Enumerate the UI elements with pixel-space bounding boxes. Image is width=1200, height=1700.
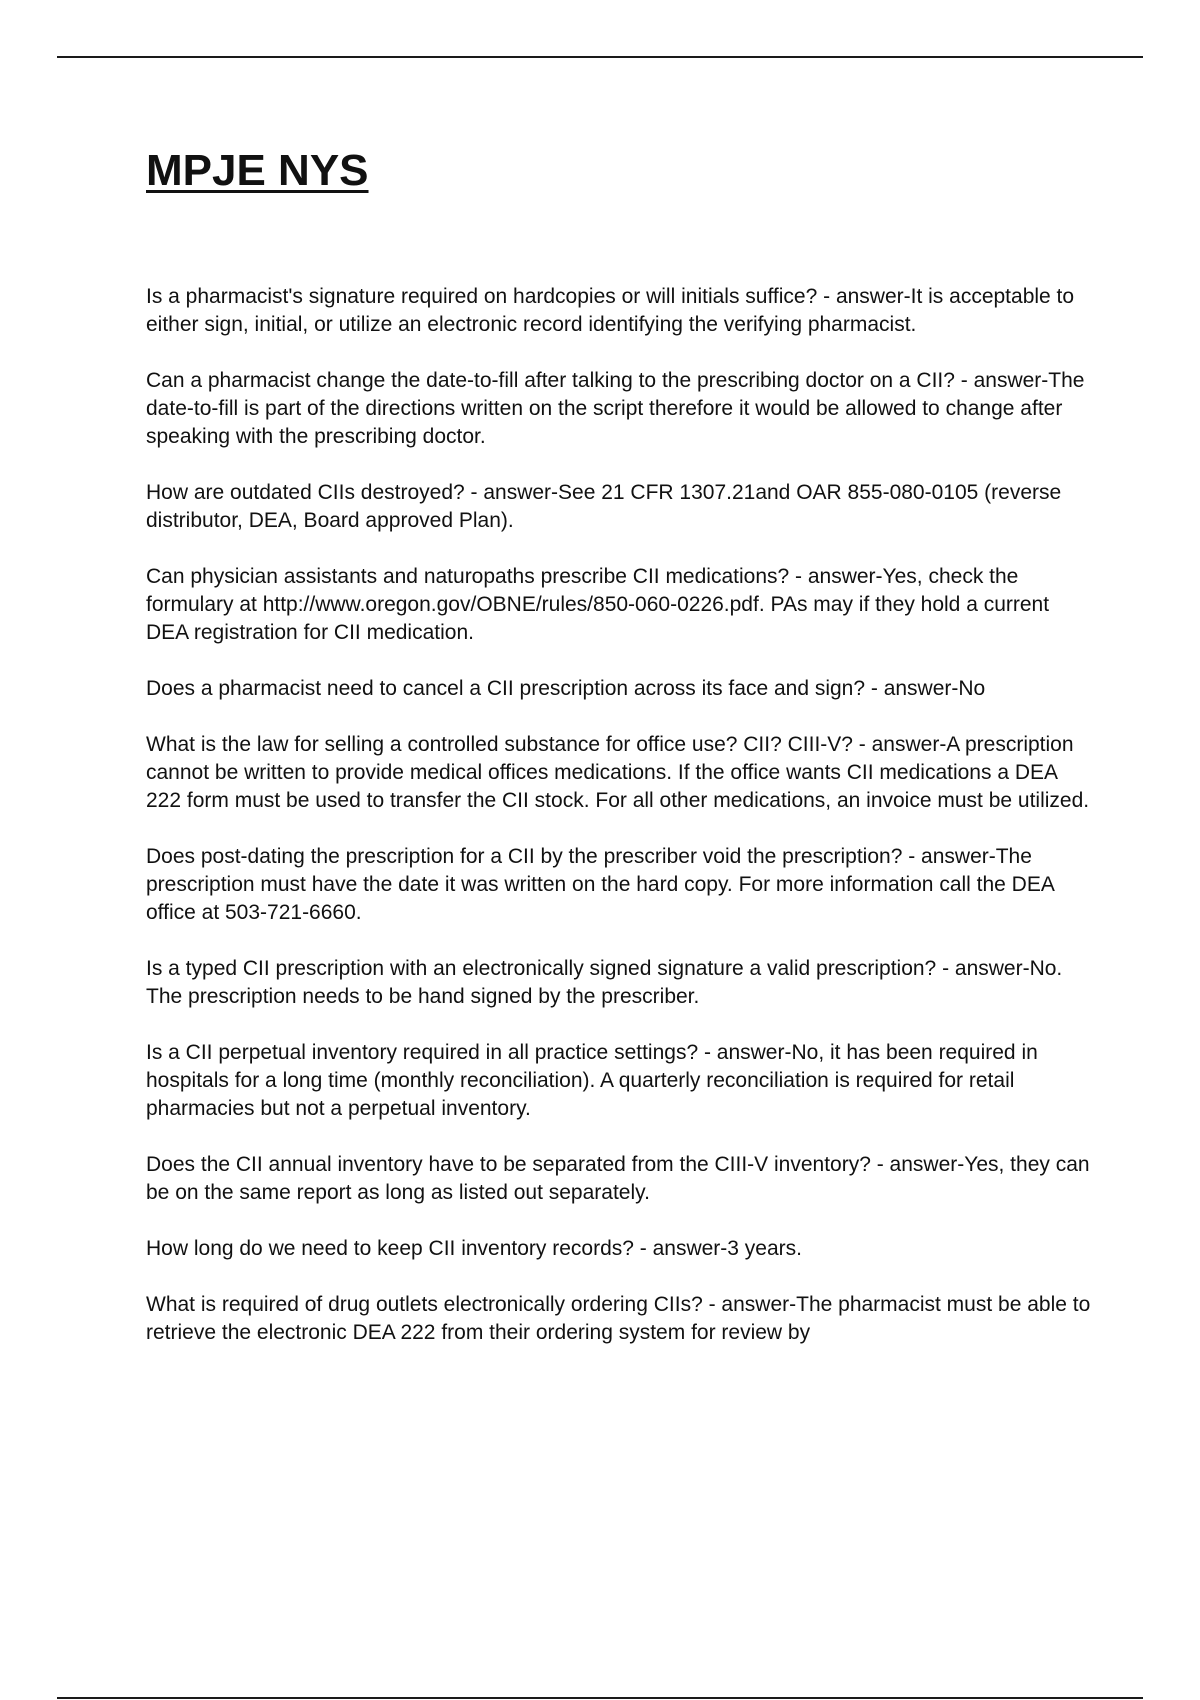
- qa-item-12: What is required of drug outlets electronically ordering CIIs? - answer-The pharmacist must be able to retrieve the electronic DEA 222 from their ordering system for review by: [146, 1292, 1091, 1344]
- qa-item-8: Is a typed CII prescription with an electronically signed signature a valid prescription? - answer-No. The prescription needs to be hand signed by the prescriber.: [146, 956, 1063, 1008]
- qa-item-7: Does post-dating the prescription for a CII by the prescriber void the prescription? - answer-The prescription must have the date it was written on the hard copy. For more information call the DEA office at 503-721-6660.: [146, 844, 1054, 924]
- qa-item-4: Can physician assistants and naturopaths prescribe CII medications? - answer-Yes, check the formulary at http://www.oregon.gov/OBNE/rules/850-060-0226.pdf. PAs may if they hold a current DEA registration for CII medication.: [146, 564, 1050, 644]
- qa-item-9: Is a CII perpetual inventory required in all practice settings? - answer-No, it has been required in hospitals for a long time (monthly reconciliation). A quarterly reconciliation is required for retail pharmacies but not a perpetual inventory.: [146, 1040, 1038, 1120]
- qa-item-5: Does a pharmacist need to cancel a CII prescription across its face and sign? - answer-No: [146, 676, 986, 700]
- document-title: MPJE NYS: [146, 146, 369, 195]
- qa-list: [146, 283, 1096, 1347]
- qa-item-11: How long do we need to keep CII inventory records? - answer-3 years.: [146, 1236, 802, 1260]
- qa-item-2: Can a pharmacist change the date-to-fill after talking to the prescribing doctor on a CII? - answer-The date-to-fill is part of the directions written on the script therefore it would be allowed to change after speaking with the prescribing doctor.: [146, 368, 1085, 448]
- qa-item-3: How are outdated CIIs destroyed? - answer-See 21 CFR 1307.21and OAR 855-080-0105 (reverse distributor, DEA, Board approved Plan).: [146, 480, 1062, 532]
- qa-item-6: What is the law for selling a controlled substance for office use? CII? CIII-V? - answer-A prescription cannot be written to provide medical offices medications. If the office wants CII medications a DEA 222 form must be used to transfer the CII stock. For all other medications, an invoice must be utilized.: [146, 732, 1090, 812]
- qa-item-10: Does the CII annual inventory have to be separated from the CIII-V inventory? - answer-Yes, they can be on the same report as long as listed out separately.: [146, 1152, 1090, 1204]
- bottom-divider: [57, 1697, 1143, 1699]
- qa-item-1: Is a pharmacist's signature required on hardcopies or will initials suffice? - answer-It is acceptable to either sign, initial, or utilize an electronic record identifying the verifying pharmacist.: [146, 284, 1075, 336]
- top-divider: [57, 56, 1143, 58]
- document-page: [146, 146, 1096, 1375]
